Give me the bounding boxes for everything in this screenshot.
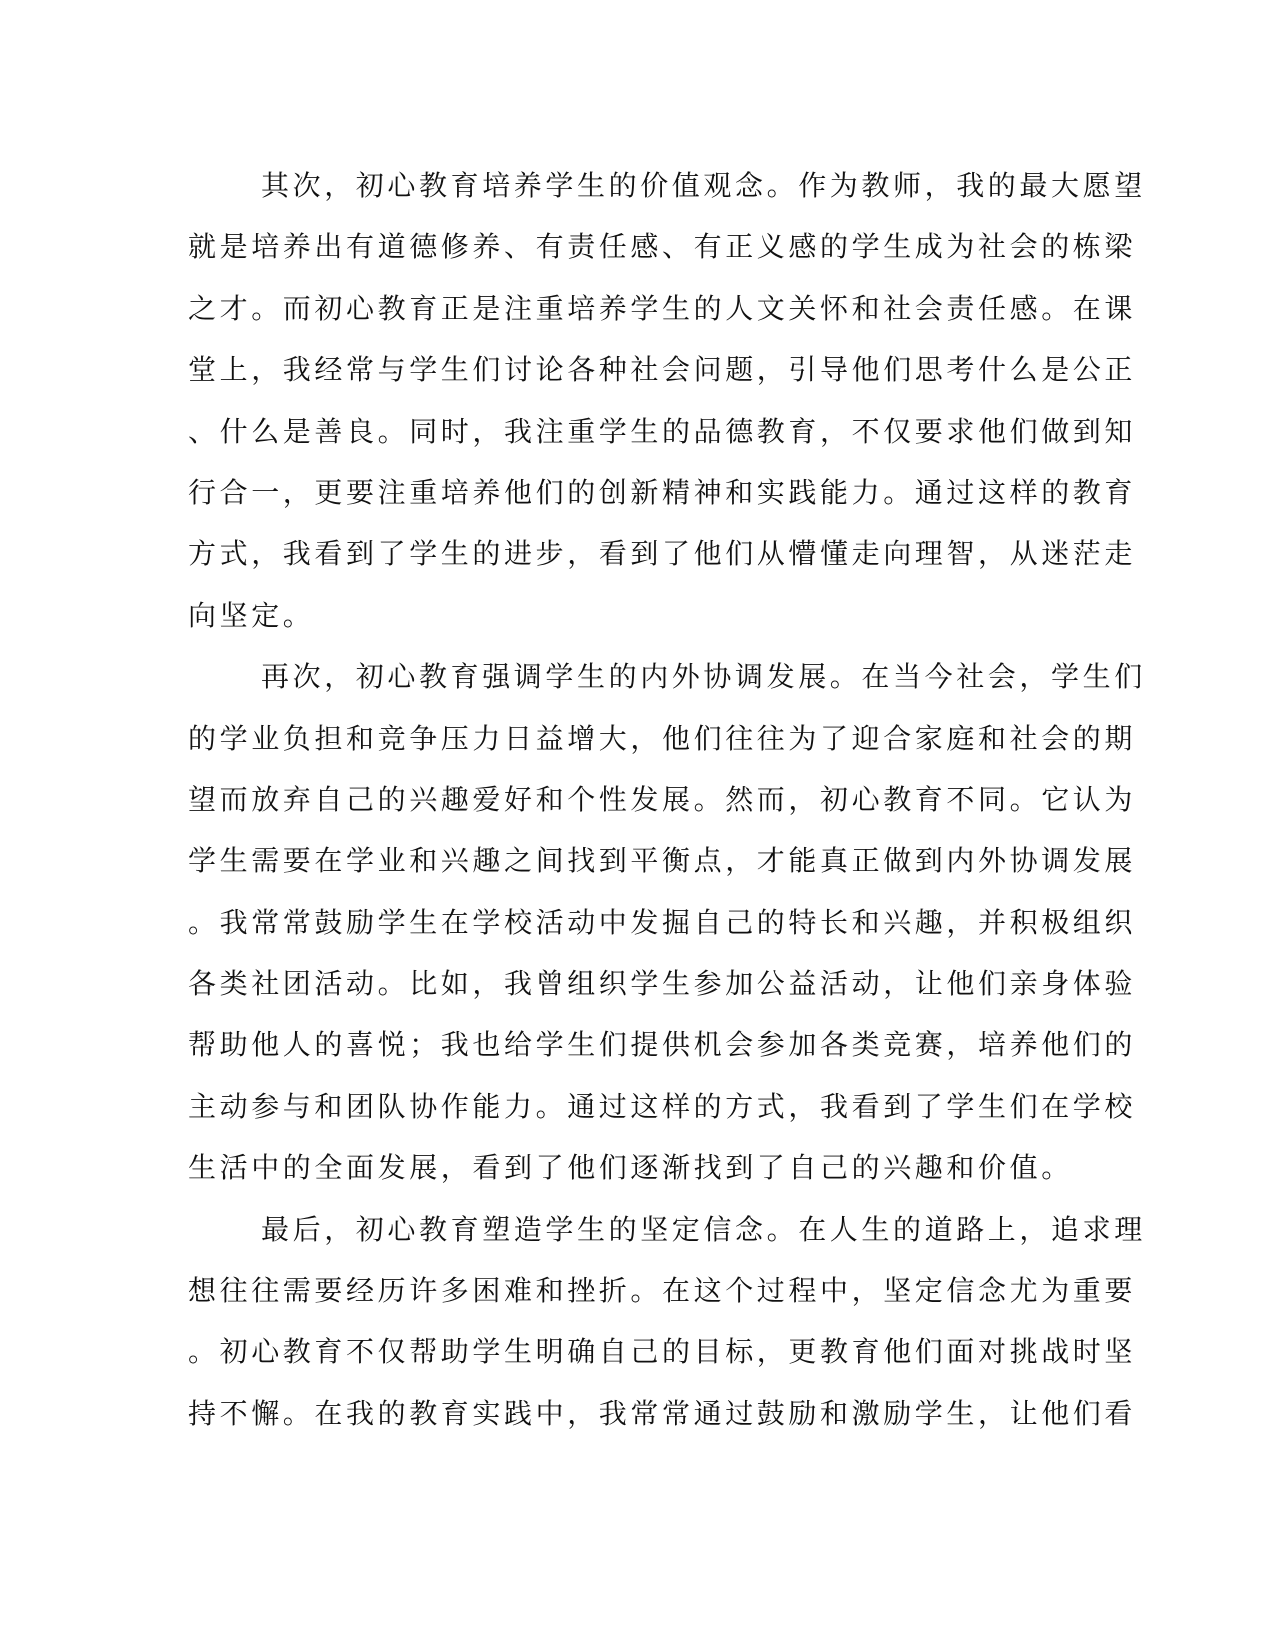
text-line: 之才。而初心教育正是注重培养学生的人文关怀和社会责任感。在课: [188, 291, 1137, 325]
text-line: 。我常常鼓励学生在学校活动中发掘自己的特长和兴趣，并积极组织: [188, 905, 1137, 939]
text-line: 行合一，更要注重培养他们的创新精神和实践能力。通过这样的教育: [188, 475, 1137, 509]
text-line: 、什么是善良。同时，我注重学生的品德教育，不仅要求他们做到知: [188, 414, 1137, 448]
text-line: 帮助他人的喜悦；我也给学生们提供机会参加各类竞赛，培养他们的: [188, 1028, 1137, 1062]
text-line: 其次，初心教育培养学生的价值观念。作为教师，我的最大愿望: [261, 169, 1146, 202]
text-line: 堂上，我经常与学生们讨论各种社会问题，引导他们思考什么是公正: [188, 353, 1137, 387]
text-line: 主动参与和团队协作能力。通过这样的方式，我看到了学生们在学校: [188, 1089, 1137, 1123]
text-line: 生活中的全面发展，看到了他们逐渐找到了自己的兴趣和价值。: [188, 1151, 1073, 1185]
text-line: 望而放弃自己的兴趣爱好和个性发展。然而，初心教育不同。它认为: [188, 782, 1137, 816]
text-line: 各类社团活动。比如，我曾组织学生参加公益活动，让他们亲身体验: [188, 967, 1137, 1001]
text-line: 想往往需要经历许多困难和挫折。在这个过程中，坚定信念尤为重要: [188, 1274, 1137, 1308]
text-line: 学生需要在学业和兴趣之间找到平衡点，才能真正做到内外协调发展: [188, 844, 1137, 878]
document-body: [188, 155, 1146, 1444]
text-line: 向坚定。: [188, 598, 315, 632]
text-line: 持不懈。在我的教育实践中，我常常通过鼓励和激励学生，让他们看: [188, 1396, 1137, 1430]
text-line: 方式，我看到了学生的进步，看到了他们从懵懂走向理智，从迷茫走: [188, 537, 1137, 571]
text-line: 的学业负担和竞争压力日益增大，他们往往为了迎合家庭和社会的期: [188, 721, 1137, 755]
text-line: 。初心教育不仅帮助学生明确自己的目标，更教育他们面对挑战时坚: [188, 1335, 1137, 1369]
text-line: 再次，初心教育强调学生的内外协调发展。在当今社会，学生们: [261, 660, 1146, 694]
text-line: 就是培养出有道德修养、有责任感、有正义感的学生成为社会的栋梁: [188, 230, 1137, 264]
text-line: 最后，初心教育塑造学生的坚定信念。在人生的道路上，追求理: [261, 1212, 1146, 1246]
